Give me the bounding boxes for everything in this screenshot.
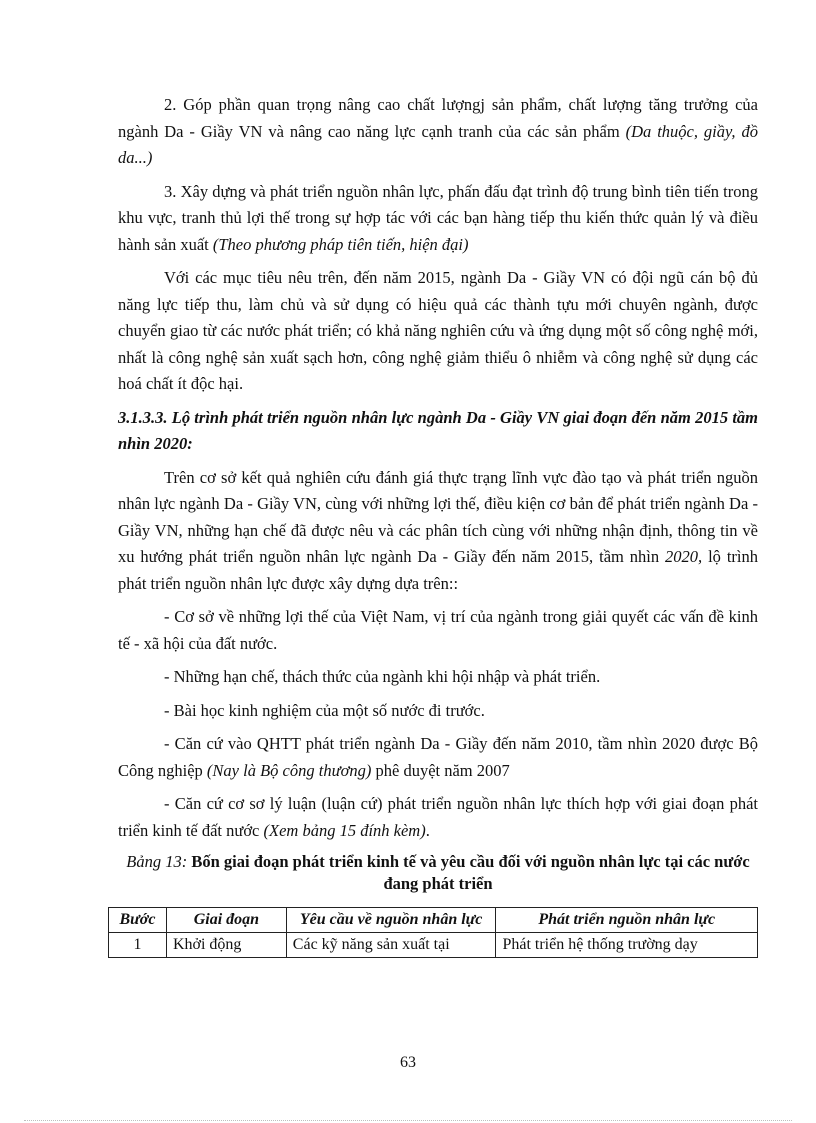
table-caption-title: Bốn giai đoạn phát triển kinh tế và yêu cầu đối với nguồn nhân lực tại các nước đang phát triển	[187, 852, 750, 893]
paragraph-goal-2	[118, 92, 758, 172]
document-page	[118, 92, 758, 958]
paragraph-goal-3	[118, 179, 758, 259]
paragraph-text: 3. Xây dựng và phát triển nguồn nhân lực, phấn đấu đạt trình độ trung bình tiên tiến trong khu vực, tranh thủ lợi thế trong sự hợp tác với các bạn hàng tiếp thu kiến thức quản lý và điều hành sản xuất	[118, 181, 758, 254]
table-caption	[118, 851, 758, 895]
cell-step: 1	[109, 933, 167, 958]
paragraph-text: - Căn cứ vào QHTT phát triển ngành Da - Giầy đến năm 2010, tầm nhìn 2020 được Bộ Công nghiệp	[118, 734, 758, 780]
paragraph-objectives-2015: Với các mục tiêu nêu trên, đến năm 2015, ngành Da - Giầy VN có đội ngũ cán bộ đủ năng lực tiếp thu, làm chủ và sử dụng có hiệu quả các thành tựu mới chuyên ngành, được chuyển giao từ các nước phát triển; có khả năng nghiên cứu và ứng dụng một số công nghệ mới, nhất là công nghệ sản xuất sạch hơn, công nghệ giảm thiểu ô nhiễm và công nghệ sử dụng các hoá chất ít độc hại.	[118, 268, 758, 393]
paragraph-text: .	[425, 820, 430, 840]
development-stages-table	[108, 907, 758, 958]
bullet-lessons: - Bài học kinh nghiệm của một số nước đi trước.	[164, 700, 485, 720]
bullet-limitations: - Những hạn chế, thách thức của ngành khi hội nhập và phát triển.	[164, 667, 601, 686]
section-heading: 3.1.3.3. Lộ trình phát triển nguồn nhân lực ngành Da - Giầy VN giai đoạn đến năm 2015 tầm nhìn 2020:	[118, 407, 758, 453]
cell-development: Phát triển hệ thống trường dạy	[496, 933, 758, 958]
cell-stage: Khởi động	[166, 933, 286, 958]
table-header-row	[109, 908, 758, 933]
bullet-advantages: - Cơ sở về những lợi thế của Việt Nam, vị trí của ngành trong giải quyết các vấn đề kinh tế - xã hội của đất nước.	[118, 607, 758, 653]
paragraph-italic-note: (Theo phương pháp tiên tiến, hiện đại)	[212, 234, 469, 254]
paragraph-text: lộ trình phát triển nguồn nhân lực được xây dựng dựa trên::	[118, 547, 758, 593]
paragraph-italic-note: (Nay là Bộ công thương)	[206, 760, 372, 780]
paragraph-text: phê duyệt năm 2007	[371, 760, 510, 780]
header-requirements: Yêu cầu về nguồn nhân lực	[286, 908, 496, 933]
bullet-qhtt	[118, 731, 758, 784]
paragraph-text: - Căn cứ cơ sơ lý luận (luận cứ) phát triển nguồn nhân lực thích hợp với giai đoạn phát triển kinh tế đất nước	[118, 794, 758, 840]
footer-divider	[24, 1120, 792, 1121]
paragraph-italic-year: 2020,	[665, 547, 703, 566]
header-development: Phát triển nguồn nhân lực	[496, 908, 758, 933]
paragraph-italic-note: (Xem bảng 15 đính kèm)	[263, 820, 426, 840]
paragraph-roadmap-basis	[118, 465, 758, 598]
page-number: 63	[400, 1054, 416, 1071]
paragraph-italic-note: (Da thuộc, giầy, đồ da...)	[118, 121, 758, 167]
paragraph-text: 2. Góp phần quan trọng nâng cao chất lượngj sản phẩm, chất lượng tăng trưởng của ngành Da - Giầy VN và nâng cao năng lực cạnh tranh của các sản phẩm	[118, 95, 758, 141]
bullet-theory	[118, 791, 758, 844]
paragraph-text: Trên cơ sở kết quả nghiên cứu đánh giá thực trạng lĩnh vực đào tạo và phát triển nguồn nhân lực ngành Da - Giầy VN, cùng với những lợi thế, điều kiện cơ bản để phát triển ngành Da - Giầy VN, những hạn chế đã được nêu và các phân tích cùng với những nhận định, thông tin về xu hướng phát triển nguồn nhân lực ngành Da - Giầy đến năm 2015, tầm nhìn	[118, 467, 758, 566]
header-step: Bước	[109, 908, 167, 933]
table-caption-label: Bảng 13:	[126, 852, 188, 871]
table-row	[109, 933, 758, 958]
header-stage: Giai đoạn	[166, 908, 286, 933]
cell-requirements: Các kỹ năng sản xuất tại	[286, 933, 496, 958]
